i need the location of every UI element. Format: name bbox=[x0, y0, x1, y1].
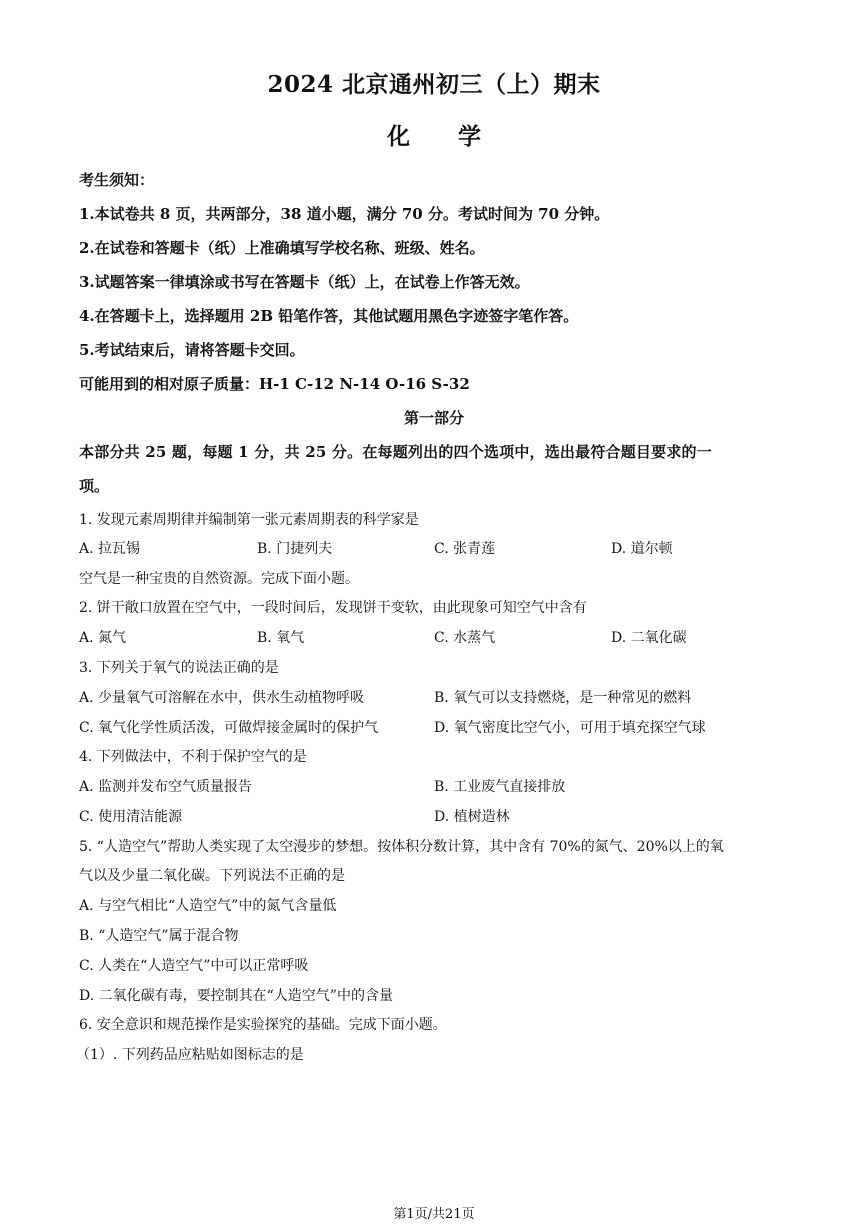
notice-item-4: 4.在答题卡上，选择题用 2B 铅笔作答，其他试题用黑色字迹签字笔作答。 bbox=[79, 307, 579, 325]
q4-stem: 4. 下列做法中，不利于保护空气的是 bbox=[79, 749, 307, 765]
q4-option-d: D. 植树造林 bbox=[434, 809, 510, 825]
q2-option-b: B. 氧气 bbox=[257, 630, 305, 646]
q4-option-c: C. 使用清洁能源 bbox=[79, 809, 183, 825]
q5-option-c: C. 人类在“人造空气”中可以正常呼吸 bbox=[79, 958, 309, 974]
q2-option-a: A. 氮气 bbox=[79, 630, 127, 646]
notice-heading: 考生须知： bbox=[79, 171, 155, 189]
q1-option-b: B. 门捷列夫 bbox=[257, 541, 333, 557]
part-intro-line1: 本部分共 25 题，每题 1 分，共 25 分。在每题列出的四个选项中，选出最符合题目要求的一 bbox=[79, 443, 712, 461]
q6-stem: 6. 安全意识和规范操作是实验探究的基础。完成下面小题。 bbox=[79, 1017, 447, 1033]
q2-option-d: D. 二氧化碳 bbox=[611, 630, 687, 646]
q1-option-d: D. 道尔顿 bbox=[611, 541, 673, 557]
notice-item-3: 3.试题答案一律填涂或书写在答题卡（纸）上，在试卷上作答无效。 bbox=[79, 273, 530, 291]
q3-option-b: B. 氧气可以支持燃烧，是一种常见的燃料 bbox=[434, 690, 692, 706]
part-heading: 第一部分 bbox=[403, 409, 464, 427]
q1-option-c: C. 张青莲 bbox=[434, 541, 496, 557]
q3-option-d: D. 氧气密度比空气小，可用于填充探空气球 bbox=[434, 720, 706, 736]
subject-title: 化学 bbox=[387, 123, 529, 150]
q1-option-a: A. 拉瓦锡 bbox=[79, 541, 141, 557]
q2-stem: 2. 饼干敞口放置在空气中，一段时间后，发现饼干变软，由此现象可知空气中含有 bbox=[79, 600, 587, 616]
q4-option-a: A. 监测并发布空气质量报告 bbox=[79, 779, 253, 795]
q5-stem-line1: 5. “人造空气”帮助人类实现了太空漫步的梦想。按体积分数计算，其中含有 70%的氮气、20%以上的氧 bbox=[79, 839, 724, 855]
notice-item-2: 2.在试卷和答题卡（纸）上准确填写学校名称、班级、姓名。 bbox=[79, 239, 485, 257]
page-number: 第1页/共21页 bbox=[393, 1207, 475, 1222]
q5-option-b: B. “人造空气”属于混合物 bbox=[79, 928, 239, 944]
q5-stem-line2: 气以及少量二氧化碳。下列说法不正确的是 bbox=[79, 868, 345, 884]
q3-option-a: A. 少量氧气可溶解在水中，供水生动植物呼吸 bbox=[79, 690, 365, 706]
part-intro-line2: 项。 bbox=[79, 477, 110, 495]
q2-option-c: C. 水蒸气 bbox=[434, 630, 496, 646]
q1-stem: 1. 发现元素周期律并编制第一张元素周期表的科学家是 bbox=[79, 512, 419, 528]
atomic-masses: 可能用到的相对原子质量：H-1 C-12 N-14 O-16 S-32 bbox=[79, 375, 470, 393]
q6-sub1: （1）. 下列药品应粘贴如图标志的是 bbox=[76, 1047, 304, 1063]
q3-stem: 3. 下列关于氧气的说法正确的是 bbox=[79, 660, 279, 676]
notice-item-1: 1.本试卷共 8 页，共两部分，38 道小题，满分 70 分。考试时间为 70 分钟。 bbox=[79, 205, 610, 223]
q5-option-a: A. 与空气相比“人造空气”中的氮气含量低 bbox=[79, 898, 337, 914]
q3-option-c: C. 氧气化学性质活泼，可做焊接金属时的保护气 bbox=[79, 720, 379, 736]
q5-option-d: D. 二氧化碳有毒，要控制其在“人造空气”中的含量 bbox=[79, 988, 393, 1004]
notice-item-5: 5.考试结束后，请将答题卡交回。 bbox=[79, 341, 305, 359]
q4-option-b: B. 工业废气直接排放 bbox=[434, 779, 566, 795]
air-intro: 空气是一种宝贵的自然资源。完成下面小题。 bbox=[79, 571, 359, 587]
exam-title: 2024 北京通州初三（上）期末 bbox=[267, 71, 601, 98]
